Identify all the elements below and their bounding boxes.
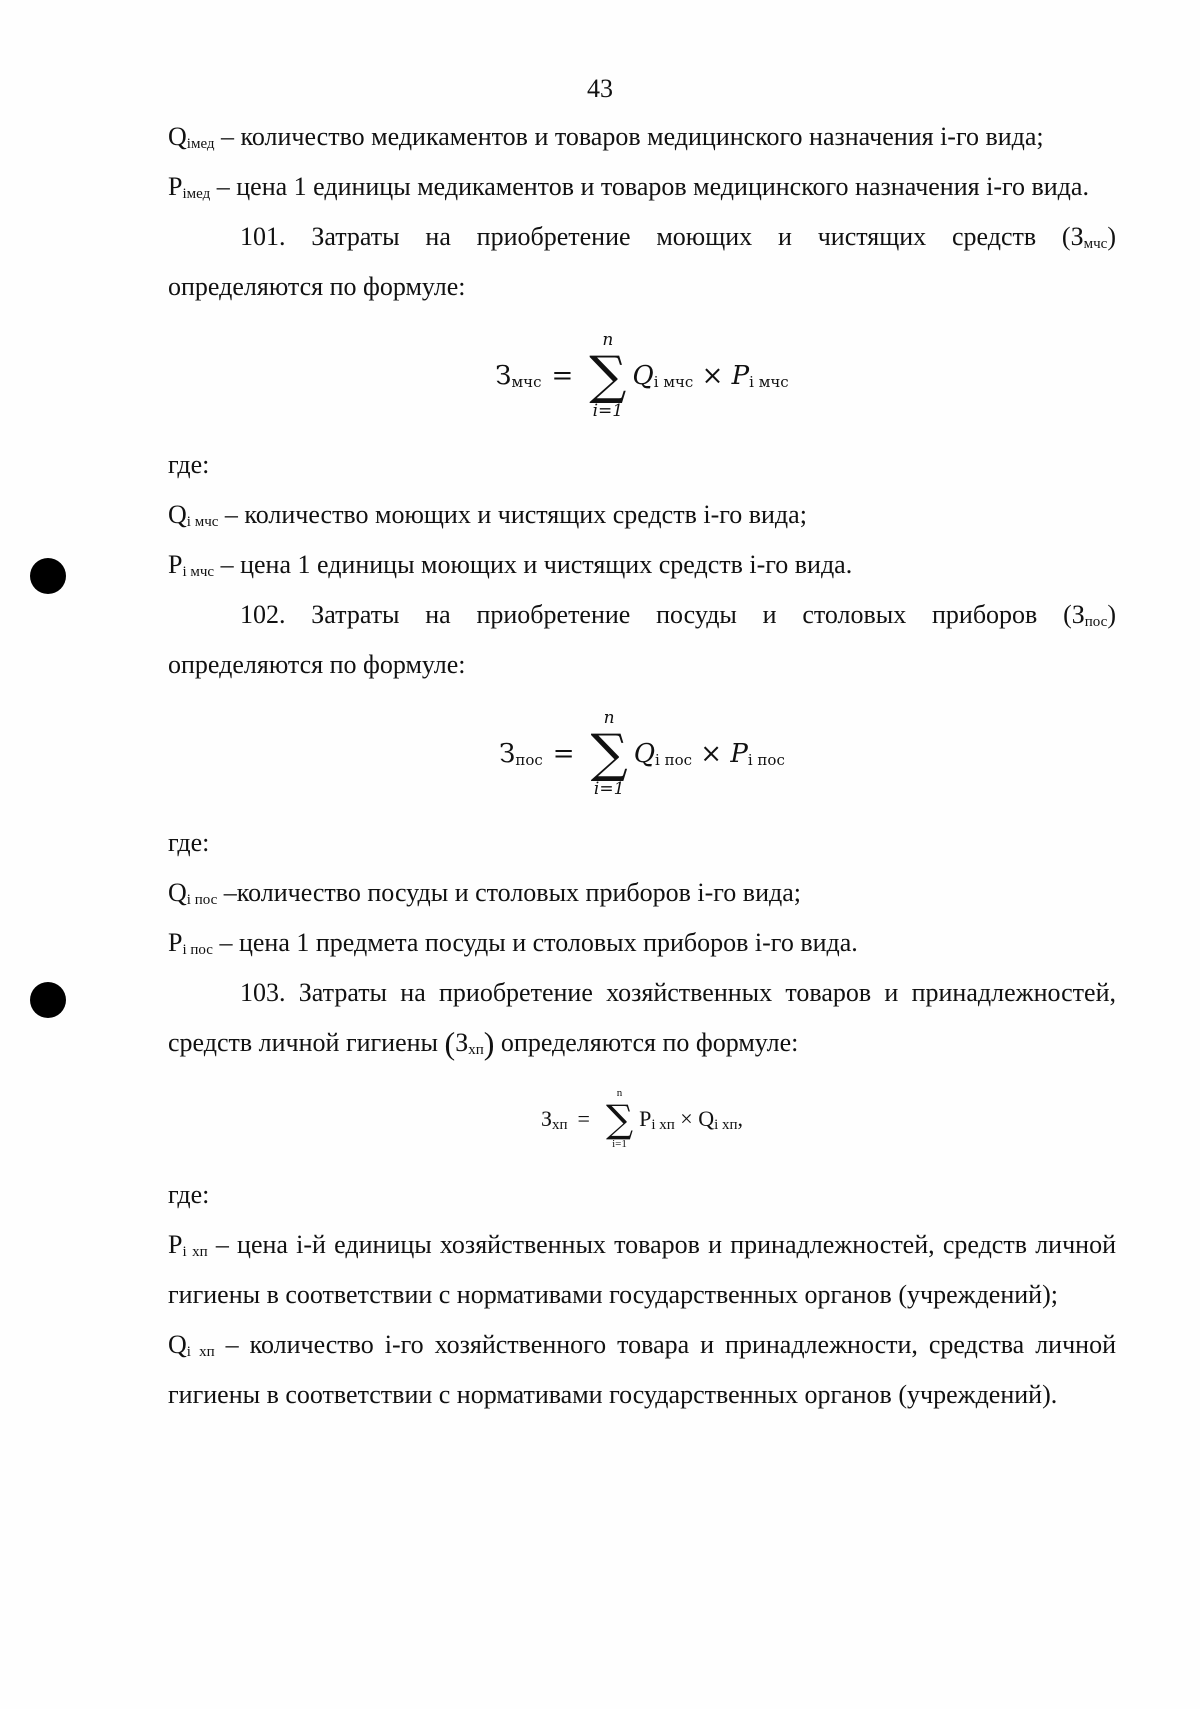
formula-lhs: З: [540, 1106, 552, 1131]
symbol-p: P: [168, 172, 183, 201]
symbol-subscript: iмед: [182, 186, 211, 202]
definition-text: – цена 1 единицы медикаментов и товаров медицинского назначения i-го вида.: [210, 172, 1089, 201]
times-sign: ×: [680, 1106, 693, 1131]
summation: [606, 1088, 633, 1150]
item-text: определяются по формуле:: [494, 1028, 799, 1057]
symbol-subscript: i пос: [186, 892, 218, 908]
definition-p-xp: [168, 1220, 1116, 1320]
symbol-subscript: i хп: [186, 1344, 215, 1360]
times-sign: ×: [700, 739, 723, 769]
symbol-p: P: [168, 550, 183, 579]
formula-mchs: [168, 312, 1116, 440]
sigma-symbol: ∑: [605, 1097, 634, 1141]
definition-text: – количество медикаментов и товаров медицинского назначения i-го вида;: [214, 122, 1044, 151]
term-subscript: i пос: [655, 751, 693, 769]
symbol-subscript: хп: [468, 1042, 484, 1058]
where-label-3: где:: [168, 1180, 210, 1209]
definition-text: – цена i-й единицы хозяйственных товаров и принадлежностей, средств личной гигиены в соответствии с нормативами государственных органов (учреждений);: [168, 1230, 1116, 1309]
item-text: ) определяются по формуле:: [168, 600, 1116, 679]
sum-lower-limit: i=1: [592, 401, 624, 421]
where-label-1: где:: [168, 450, 210, 479]
definition-text: – цена 1 единицы моющих и чистящих средств i-го вида.: [214, 550, 853, 579]
symbol-z: З: [455, 1028, 469, 1057]
times-sign: ×: [701, 361, 724, 391]
definition-q-xp: [168, 1320, 1116, 1420]
formula-pos: [168, 690, 1116, 818]
sum-upper-limit: n: [616, 1087, 623, 1099]
definition-q-med: [168, 112, 1116, 162]
document-body: [168, 112, 1116, 1420]
definition-text: –количество посуды и столовых приборов i-го вида;: [217, 878, 801, 907]
formula-lhs-subscript: мчс: [511, 373, 542, 391]
term-p: P: [730, 739, 748, 769]
summation: [589, 332, 626, 420]
item-102: [168, 590, 1116, 690]
equals-sign: =: [551, 361, 574, 391]
formula-xp: [168, 1068, 1116, 1170]
definition-p-med: [168, 162, 1116, 212]
open-paren: (: [444, 1025, 456, 1061]
definition-q-pos: [168, 868, 1116, 918]
symbol-q: Q: [168, 500, 187, 529]
definition-text: – количество i-го хозяйственного товара и принадлежности, средства личной гигиены в соответствии с нормативами государственных органов (учреждений).: [168, 1330, 1116, 1409]
symbol-subscript: i мчс: [186, 514, 219, 530]
sum-upper-limit: n: [602, 330, 614, 350]
formula-lhs: З: [495, 361, 512, 391]
sum-lower-limit: i=1: [593, 779, 625, 799]
definition-p-mchs: [168, 540, 1116, 590]
item-text: 101. Затраты на приобретение моющих и чистящих средств (З: [240, 222, 1084, 251]
term-p: P: [639, 1106, 652, 1131]
summation: [591, 710, 628, 798]
symbol-p: P: [168, 928, 183, 957]
symbol-subscript: мчс: [1083, 236, 1108, 252]
where-label-2: где:: [168, 828, 210, 857]
symbol-subscript: iмед: [186, 136, 215, 152]
item-text: ) определяются по формуле:: [168, 222, 1116, 301]
sum-upper-limit: n: [603, 708, 615, 728]
close-paren: ): [483, 1025, 495, 1061]
term-q: Q: [698, 1106, 715, 1131]
symbol-q: Q: [168, 878, 187, 907]
formula-lhs: З: [499, 739, 516, 769]
definition-text: – количество моющих и чистящих средств i-го вида;: [218, 500, 807, 529]
symbol-q: Q: [168, 122, 187, 151]
item-101: [168, 212, 1116, 312]
symbol-p: P: [168, 1230, 183, 1259]
definition-p-pos: [168, 918, 1116, 968]
term-p: P: [731, 361, 750, 391]
definition-q-mchs: [168, 490, 1116, 540]
punch-hole-bottom: [30, 982, 66, 1018]
symbol-subscript: i мчс: [182, 564, 215, 580]
equals-sign: =: [577, 1106, 590, 1131]
term-subscript: i мчс: [749, 373, 789, 391]
formula-lhs-subscript: хп: [551, 1117, 568, 1133]
punch-hole-top: [30, 558, 66, 594]
formula-lhs-subscript: пос: [515, 751, 543, 769]
term-subscript: i хп: [651, 1117, 675, 1133]
formula-comma: ,: [737, 1106, 744, 1131]
term-q: Q: [632, 361, 654, 391]
term-subscript: i пос: [747, 751, 785, 769]
symbol-subscript: i пос: [182, 942, 213, 958]
term-q: Q: [633, 739, 656, 769]
equals-sign: =: [552, 739, 575, 769]
item-text: 103. Затраты на приобретение хозяйственных товаров и принадлежностей, средств личной гигиены: [168, 978, 1116, 1057]
page-number: 43: [587, 74, 613, 103]
term-subscript: i хп: [714, 1117, 738, 1133]
symbol-q: Q: [168, 1330, 187, 1359]
item-text: 102. Затраты на приобретение посуды и столовых приборов (З: [240, 600, 1085, 629]
symbol-subscript: i хп: [182, 1244, 208, 1260]
definition-text: – цена 1 предмета посуды и столовых приборов i-го вида.: [212, 928, 858, 957]
item-103: [168, 968, 1116, 1068]
sigma-symbol: ∑: [590, 724, 628, 784]
sigma-symbol: ∑: [589, 346, 627, 406]
symbol-subscript: пос: [1084, 614, 1108, 630]
term-subscript: i мчс: [653, 373, 694, 391]
sum-lower-limit: i=1: [612, 1138, 627, 1150]
